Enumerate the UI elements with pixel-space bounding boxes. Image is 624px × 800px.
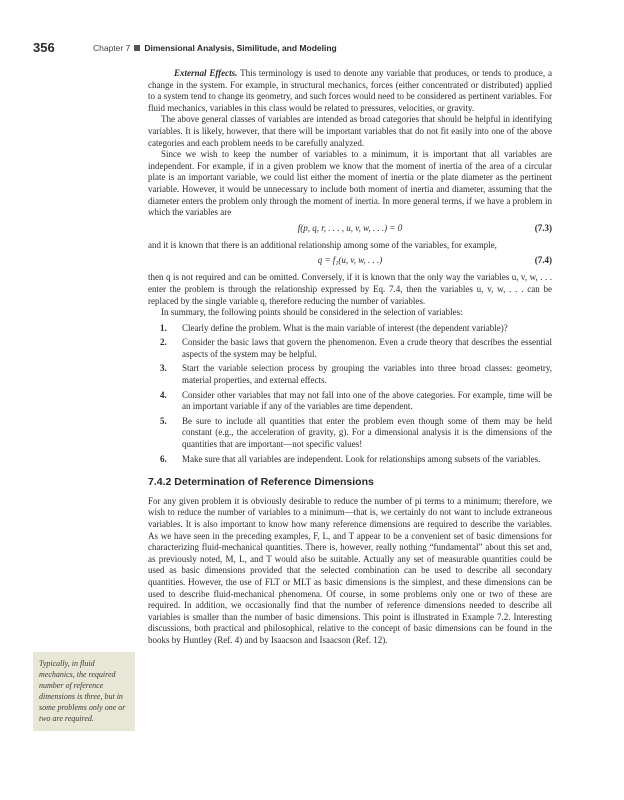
chapter-label: Chapter 7 xyxy=(93,43,131,53)
body-text xyxy=(148,68,552,647)
list-number: 6. xyxy=(160,453,167,464)
equation-7-4 xyxy=(148,255,552,267)
list-item xyxy=(158,390,552,413)
chapter-title: Dimensional Analysis, Similitude, and Modeling xyxy=(144,43,337,53)
list-number: 4. xyxy=(160,389,167,400)
equation-expression: f(p, q, r, . . . , u, v, w, . . .) = 0 xyxy=(297,222,403,233)
list-number: 2. xyxy=(160,337,167,348)
section-heading: 7.4.2 Determination of Reference Dimensions xyxy=(148,476,374,489)
list-number: 5. xyxy=(160,415,167,426)
page-number: 356 xyxy=(33,40,55,55)
paragraph: and it is known that there is an additional relationship among some of the variables, for example, xyxy=(148,239,497,250)
equation-7-3 xyxy=(148,223,552,235)
list-text: Start the variable selection process by grouping the variables into three broad classes: geometry, material properties, and external effects. xyxy=(182,363,552,386)
paragraph: In summary, the following points should be considered in the selection of variables: xyxy=(161,307,463,318)
margin-note: Typically, in fluid mechanics, the required number of reference dimensions is three, but in some problems only one or two are required. xyxy=(33,652,135,731)
list-text: Make sure that all variables are independent. Look for relationships among subsets of the variables. xyxy=(182,453,541,464)
page-header xyxy=(33,40,584,60)
running-head xyxy=(93,43,337,53)
equation-expression: q = f₁(u, v, w, . . .) xyxy=(317,255,383,266)
paragraph: Since we wish to keep the number of variables to a minimum, it is important that all variables are independent. For example, if in a given problem we know that the moment of inertia of the area of a circular plate is an important variable, we could list either the moment of inertia or the plate diameter as the pertinent variable. However, it would be unnecessary to include both moment of inertia and diameter, assuming that the diameter enters the problem only through the moment of inertia. In more general terms, if we have a problem in which the variables are xyxy=(148,149,552,218)
list-text: Clearly define the problem. What is the main variable of interest (the dependent variable)? xyxy=(182,322,508,333)
square-bullet-icon xyxy=(134,45,140,51)
selection-points-list xyxy=(148,323,552,466)
equation-number: (7.3) xyxy=(534,222,552,233)
list-number: 3. xyxy=(160,363,167,374)
paragraph-external-effects xyxy=(148,68,552,114)
paragraph: then q is not required and can be omitted. Conversely, if it is known that the only way the variables u, v, w, . . . enter the problem is through the relationship expressed by Eq. 7.4, then the variables u, v, w, . . . can be replaced by the single variable q, therefore reducing the number of variables. xyxy=(148,272,552,306)
list-item xyxy=(158,323,552,335)
list-item xyxy=(158,337,552,360)
list-item xyxy=(158,454,552,466)
paragraph-heading: External Effects. xyxy=(174,68,238,78)
equation-number: (7.4) xyxy=(534,255,552,266)
list-text: Consider other variables that may not fall into one of the above categories. For example, time will be an important variable if any of the variables are time dependent. xyxy=(182,389,552,412)
paragraph: The above general classes of variables are intended as broad categories that should be helpful in identifying variables. It is likely, however, that there will be important variables that do not fit easily into one of the above categories and each problem needs to be carefully analyzed. xyxy=(148,114,552,148)
list-item xyxy=(158,416,552,451)
paragraph: For any given problem it is obviously desirable to reduce the number of pi terms to a minimum; therefore, we wish to reduce the number of variables to a minimum—that is, we certainly do not want to include extraneous variables. It is also important to know how many reference dimensions are required to describe the variables. As we have seen in the preceding examples, F, L, and T appear to be a convenient set of basic dimensions for characterizing fluid-mechanical quantities. There is, however, really nothing “fundamental” about this set and, as previously noted, M, L, and T would also be suitable. Actually any set of measurable quantities could be used as basic dimensions provided that the selected combination can be used to describe all secondary quantities. However, the use of FLT or MLT as basic dimensions is the simplest, and these dimensions can be used to describe fluid-mechanical phenomena. Of course, in some problems only one or two of these are required. In addition, we occasionally find that the number of reference dimensions needed to describe all variables is smaller than the number of basic dimensions. This point is illustrated in Example 7.2. Interesting discussions, both practical and philosophical, relative to the concept of basic dimensions can be found in the books by Huntley (Ref. 4) and by Isaacson and Isaacson (Ref. 12). xyxy=(148,495,552,645)
list-number: 1. xyxy=(160,322,167,333)
list-text: Be sure to include all quantities that enter the problem even though some of them may be held constant (e.g., the acceleration of gravity, g). For a dimensional analysis it is the dimensions of the quantities that are important—not specific values! xyxy=(182,415,552,450)
list-text: Consider the basic laws that govern the phenomenon. Even a crude theory that describes the essential aspects of the system may be helpful. xyxy=(182,337,552,359)
list-item xyxy=(158,363,552,386)
paragraph-text: This terminology is used to denote any variable that produces, or tends to produce, a change in the system. For example, in structural mechanics, forces (either concentrated or distributed) applied to a system tend to change its geometry, and such forces would need to be considered as pertinent variables. For fluid mechanics, variables in this class would be related to pressures, velocities, or gravity. xyxy=(148,68,552,113)
